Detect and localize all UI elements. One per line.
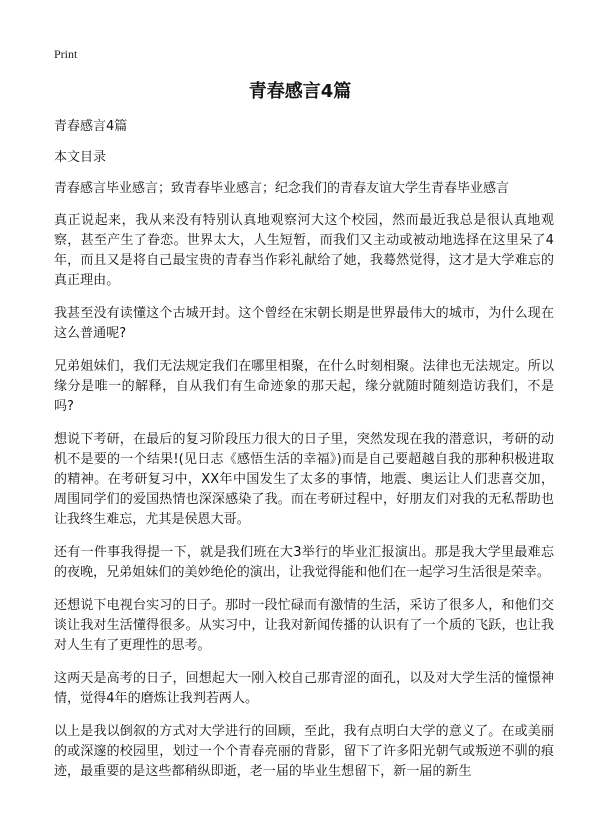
paragraph: 真正说起来，我从来没有特别认真地观察河大这个校园，然而最近我总是很认真地观察，甚至产生了眷恋。世界太大，人生短暂，而我们又主动或被动地选择在这里呆了4年，而且又是将自己最宝贵的青春当作彩礼献给了她，我蓦然觉得，这才是大学难忘的真正理由。 xyxy=(54,213,554,288)
paragraph: 以上是我以倒叙的方式对大学进行的回顾，至此，我有点明白大学的意义了。在或美丽的或深邃的校园里，划过一个个青春亮丽的背影，留下了许多阳光朝气或叛逆不驯的痕迹，最重要的是这些都稍纵即逝，老一届的毕业生想留下，新一届的新生 xyxy=(54,724,554,779)
print-link[interactable]: Print xyxy=(54,47,78,61)
document-body xyxy=(54,118,554,795)
toc-entries: 青春感言毕业感言；致青春毕业感言；纪念我们的青春友谊大学生青春毕业感言 xyxy=(54,181,510,196)
paragraph: 还有一件事我得提一下，就是我们班在大3举行的毕业汇报演出。那是我大学里最难忘的夜晚，兄弟姐妹们的美妙绝伦的演出，让我觉得能和他们在一起学习生活很是荣幸。 xyxy=(54,545,554,580)
paragraph: 兄弟姐妹们，我们无法规定我们在哪里相聚，在什么时刻相聚。法律也无法规定。所以缘分是唯一的解释，自从我们有生命迹象的那天起，缘分就随时随刻造访我们，不是吗? xyxy=(54,359,554,414)
document-title: 青春感言4篇 xyxy=(248,81,352,102)
paragraph: 还想说下电视台实习的日子。那时一段忙碌而有激情的生活，采访了很多人，和他们交谈让我对生活懂得很多。从实习中，让我对新闻传播的认识有了一个质的飞跃，也让我对人生有了更理性的思考。 xyxy=(54,598,554,653)
paragraph: 我甚至没有读懂这个古城开封。这个曾经在宋朝长期是世界最伟大的城市，为什么现在这么普通呢? xyxy=(54,306,554,341)
toc-label: 本文目录 xyxy=(54,150,107,165)
paragraph: 这两天是高考的日子，回想起大一刚入校自己那青涩的面孔，以及对大学生活的憧憬神情，觉得4年的磨炼让我判若两人。 xyxy=(54,671,554,706)
document-subtitle: 青春感言4篇 xyxy=(54,119,128,134)
paragraph: 想说下考研，在最后的复习阶段压力很大的日子里，突然发现在我的潜意识，考研的动机不是要的一个结果!(见日志《感悟生活的幸福》)而是自己要超越自我的那种积极进取的精神。在考研复习中，XX年中国发生了太多的事情，地震、奥运让人们悲喜交加，周围同学们的爱国热情也深深感染了我。而在考研过程中，好朋友们对我的无私帮助也让我终生难忘，尤其是侯恩大哥。 xyxy=(54,432,554,527)
